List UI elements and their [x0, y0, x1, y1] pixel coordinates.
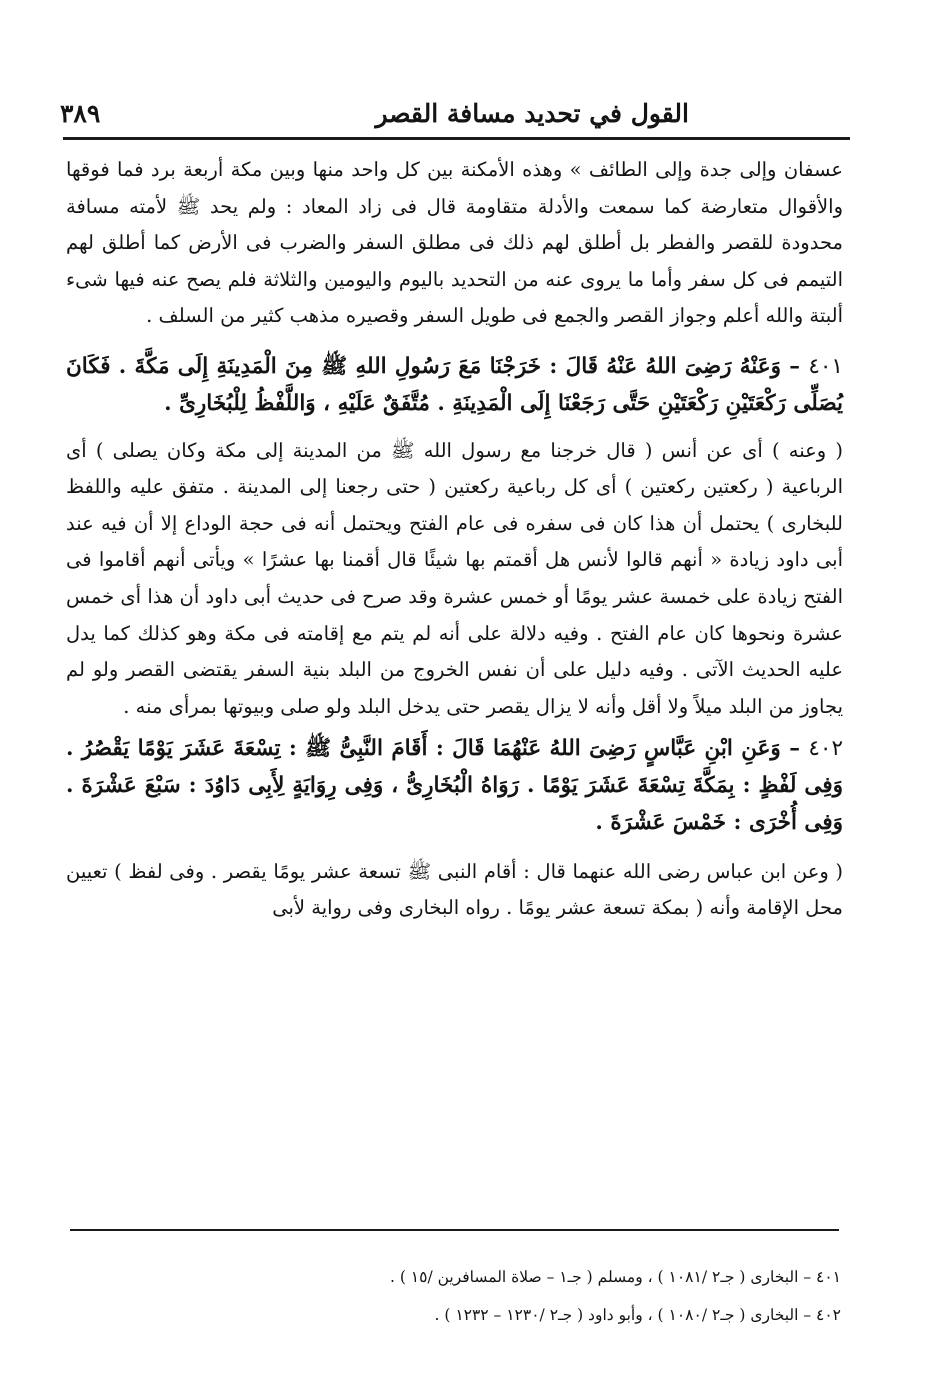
- page-number: ٣٨٩: [60, 99, 101, 128]
- hadith-text: – وَعَنْهُ رَضِىَ اللهُ عَنْهُ قَالَ : خَرَجْنَا مَعَ رَسُولِ اللهِ ﷺ مِنَ الْمَدِينَةِ إِلَى مَكَّةَ . فَكَانَ يُصَلِّى رَكْعَتَيْنِ رَكْعَتَيْنِ حَتَّى رَجَعْنَا إِلَى الْمَدِينَةِ . مُتَّفَقٌ عَلَيْهِ ، وَاللَّفْظُ لِلْبُخَارِىِّ .: [66, 353, 843, 416]
- commentary-401: ( وعنه ) أى عن أنس ( قال خرجنا مع رسول الله ﷺ من المدينة إلى مكة وكان يصلى ) أى الرباعية ( ركعتين ركعتين ) أى كل رباعية ركعتين ( حتى رجعنا إلى المدينة . متفق عليه واللفظ للبخارى ) يحتمل أن هذا كان فى سفره فى عام الفتح ويحتمل أنه فى حجة الوداع إلا أن فيه عند أبى داود زيادة « أنهم قالوا لأنس هل أقمتم بها شيئًا قال أقمنا بها عشرًا » ويأتى أنهم أقاموا فى الفتح زيادة على خمسة عشر يومًا أو خمس عشرة وقد صرح فى حديث أبى داود أن هذا أى خمس عشرة ونحوها كان عام الفتح . وفيه دلالة على أنه لم يتم مع إقامته فى مكة وهو كذلك كما يدل عليه الحديث الآتى . وفيه دليل على أن نفس الخروج من البلد بنية السفر يقتضى القصر ولو لم يجاوز من البلد ميلاً ولا أقل وأنه لا يزال يقصر حتى يدخل البلد ولو صلى وبيوتها بمرأى منه .: [66, 438, 843, 718]
- main-text: [66, 152, 843, 927]
- hadith-text: – وَعَنِ ابْنِ عَبَّاسٍ رَضِىَ اللهُ عَنْهُمَا قَالَ : أَقَامَ النَّبِىُّ ﷺ : تِسْعَةَ عَشَرَ يَوْمًا يَقْصُرُ . وَفِى لَفْظٍ : بِمَكَّةَ تِسْعَةَ عَشَرَ يَوْمًا . رَوَاهُ الْبُخَارِىُّ ، وَفِى رِوَايَةٍ لِأَبِى دَاوُدَ : سَبْعَ عَشْرَةَ . وَفِى أُخْرَى : خَمْسَ عَشْرَةَ .: [66, 736, 843, 835]
- intro-paragraph: عسفان وإلى جدة وإلى الطائف » وهذه الأمكنة بين كل واحد منها وبين مكة أربعة برد فما فوقها والأقوال متعارضة كما سمعت والأدلة متقاومة قال فى زاد المعاد : ولم يحد ﷺ لأمته مسافة محدودة للقصر والفطر بل أطلق لهم ذلك فى مطلق السفر والضرب فى الأرض كما أطلق لهم التيمم فى كل سفر وأما ما يروى عنه من التحديد باليوم واليومين والثلاثة فلم يصح عنه فيها شىء ألبتة والله أعلم وجواز القصر والجمع فى طويل السفر وقصيره مذهب كثير من السلف .: [66, 158, 843, 328]
- footnotes: [66, 1258, 841, 1334]
- header-rule: [63, 137, 850, 140]
- commentary-402: ( وعن ابن عباس رضى الله عنهما قال : أقام النبى ﷺ تسعة عشر يومًا يقصر . وفى لفظ ) تعيين محل الإقامة وأنه ( بمكة تسعة عشر يومًا . رواه البخارى وفى رواية لأبى: [66, 859, 843, 920]
- footnote: ٤٠٢ – البخارى ( جـ٢ /١٠٨٠ ) ، وأبو داود ( جـ٢ /١٢٣٠ – ١٢٣٢ ) .: [434, 1306, 841, 1324]
- hadith-402: [66, 731, 843, 841]
- footnote: ٤٠١ – البخارى ( جـ٢ /١٠٨١ ) ، ومسلم ( جـ١ – صلاة المسافرين /١٥ ) .: [389, 1268, 841, 1286]
- hadith-number: ٤٠٢: [808, 736, 843, 762]
- hadith-401: [66, 349, 843, 423]
- page-header: [60, 78, 839, 128]
- hadith-number: ٤٠١: [808, 353, 843, 379]
- footnote-rule: [70, 1229, 839, 1231]
- running-title: القول في تحديد مسافة القصر: [375, 99, 689, 128]
